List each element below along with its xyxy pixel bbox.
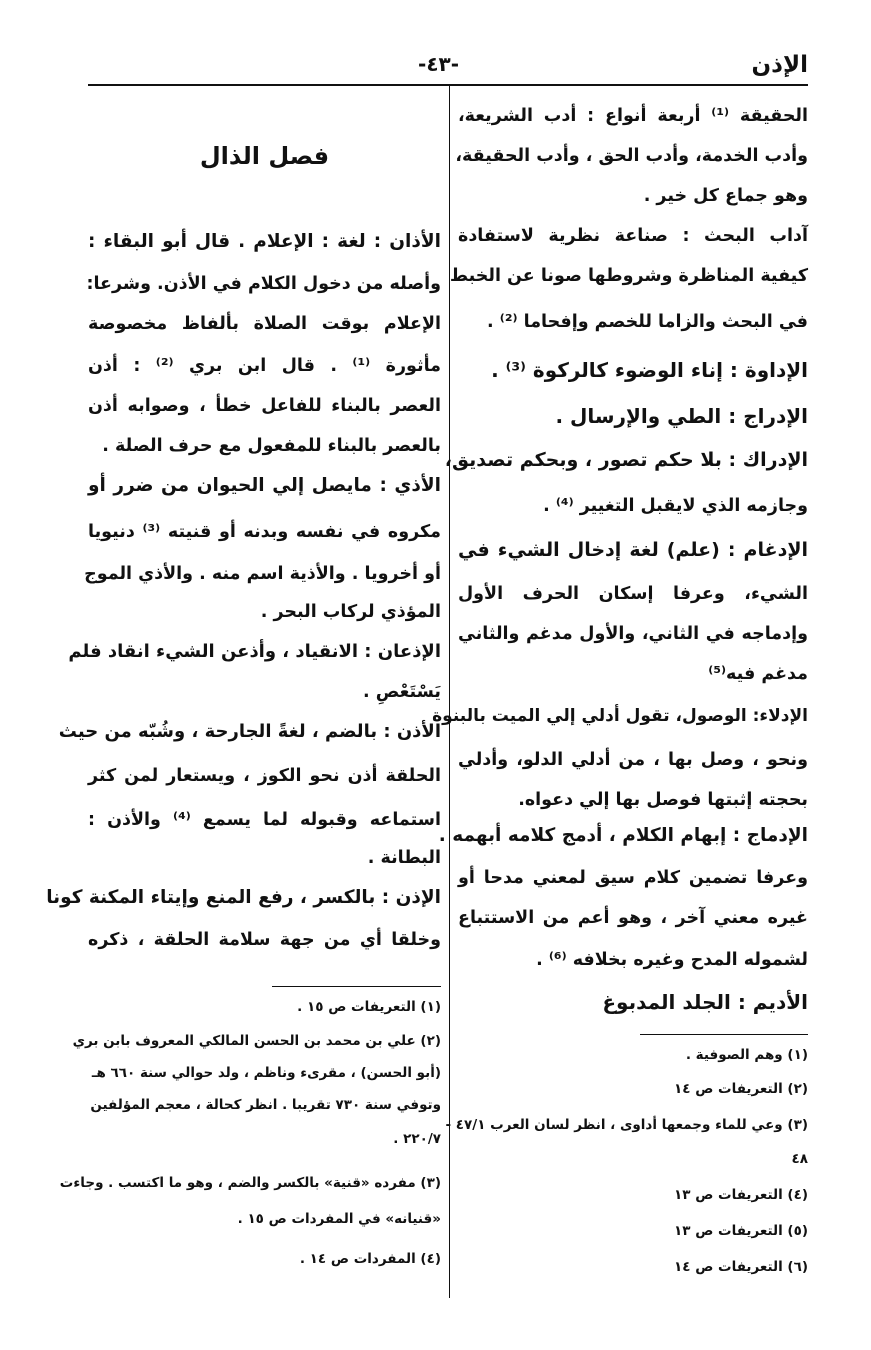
header-rule [88, 84, 808, 86]
entry-line: الأذان : لغة : الإعلام . قال أبو البقاء : [88, 231, 441, 252]
text-line: وجازمه الذي لايقبل التغيير ⁽⁴⁾ . [543, 496, 808, 516]
text-line: بالعصر بالبناء للمفعول مع حرف الصلة . [102, 436, 441, 456]
entry-line: الإداوة : إناء الوضوء كالركوة ⁽³⁾ . [491, 358, 808, 382]
footnote: (٣) وعي للماء وجمعها أداوى ، انظر لسان العرب ٤٧/١ - [445, 1117, 808, 1133]
entry-line: الأذن : بالضم ، لغةً الجارحة ، وشُبّه من حيث [58, 721, 441, 742]
footnote: ٤٨ [791, 1151, 808, 1167]
text-line: يَسْتَعْصِ . [362, 682, 441, 702]
footnote: (أبو الحسن) ، مقرىء وناظم ، ولد حوالي سنة ٦٦٠ هـ [91, 1065, 441, 1081]
footnote: وتوفي سنة ٧٣٠ تقريبا . انظر كحالة ، معجم المؤلفين [90, 1097, 441, 1113]
text-line: أو أخرويا . والأذية اسم منه . والأذي الموج [84, 564, 441, 584]
text-line: كيفية المناظرة وشروطها صونا عن الخبط [449, 266, 808, 286]
footnote: (٤) المفردات ص ١٤ . [299, 1251, 441, 1267]
text-line: وهو جماع كل خير . [643, 186, 808, 206]
entry-line: الأديم : الجلد المدبوغ [602, 990, 808, 1014]
entry-line: آداب البحث : صناعة نظرية لاستفادة [458, 226, 808, 246]
entry-line: الإدماج : إبهام الكلام ، أدمج كلامه أبهمه . [438, 825, 808, 846]
text-line: بحجته إثبتها فوصل بها إلي دعواه. [518, 790, 808, 810]
text-line: وإدماجه في الثاني، والأول مدغم والثاني [458, 624, 808, 644]
text-line: مأثورة ⁽¹⁾ . قال ابن بري ⁽²⁾ : أذن [88, 356, 441, 376]
footnote: «قنيانه» في المفردات ص ١٥ . [237, 1211, 441, 1227]
text-line: وأصله من دخول الكلام في الأذن. وشرعا: [86, 274, 441, 294]
entry-line: الإدلاء: الوصول، تقول أدلي إلي الميت بالبنوة [432, 706, 808, 726]
text-line: الحقيقة ⁽¹⁾ أربعة أنواع : أدب الشريعة، [458, 106, 808, 126]
running-head-term: الإذن [751, 52, 808, 78]
text-line: غيره معني آخر ، وهو أعم من الاستتباع [458, 908, 808, 928]
page-number: -٤٣- [418, 52, 460, 76]
footnote: (١) وهم الصوفية . [685, 1047, 808, 1063]
footnote: ٢٢٠/٧ . [393, 1131, 441, 1147]
text-line: مدغم فيه⁽⁵⁾ [708, 664, 808, 684]
footnote: (٢) التعريفات ص ١٤ [674, 1081, 808, 1097]
text-line: العصر بالبناء للفاعل خطأ ، وصوابه أذن [88, 396, 441, 416]
entry-line: الإذن : بالكسر ، رفع المنع وإيتاء المكنة كونا [46, 887, 441, 908]
footnote: (٤) التعريفات ص ١٣ [674, 1187, 808, 1203]
text-line: ونحو ، وصل بها ، من أدلي الدلو، وأدلي [458, 750, 808, 770]
text-line: لشموله المدح وغيره بخلافه ⁽⁶⁾ . [536, 950, 808, 970]
text-line: الحلقة أذن نحو الكوز ، ويستعار لمن كثر [88, 766, 441, 786]
running-header [88, 52, 808, 86]
footnote: (٦) التعريفات ص ١٤ [674, 1259, 808, 1275]
footnote-rule [640, 1034, 808, 1035]
text-line: المؤذي لركاب البحر . [260, 602, 441, 622]
text-line: الإعلام بوقت الصلاة بألفاظ مخصوصة [88, 314, 441, 334]
text-line: وأدب الخدمة، وأدب الحق ، وأدب الحقيقة، [455, 146, 808, 166]
text-line: مكروه في نفسه وبدنه أو قنيته ⁽³⁾ دنيويا [88, 522, 441, 542]
text-line: في البحث والزاما للخصم وإفحاما ⁽²⁾ . [487, 312, 808, 332]
footnote-rule [272, 986, 441, 987]
entry-line: الأذي : مايصل إلي الحيوان من ضرر أو [88, 475, 441, 496]
entry-line: الإدراج : الطي والإرسال . [555, 404, 808, 428]
footnote: (٣) مفرده «قنية» بالكسر والضم ، وهو ما اكتسب . وجاءت [59, 1175, 441, 1191]
entry-line: الإدراك : بلا حكم تصور ، وبحكم تصديق، [444, 449, 808, 471]
footnote: (٢) علي بن محمد بن الحسن المالكي المعروف بابن بري [72, 1033, 441, 1049]
text-line: وعرفا تضمين كلام سيق لمعني مدحا أو [458, 868, 808, 888]
text-line: استماعه وقبوله لما يسمع ⁽⁴⁾ والأذن : [88, 810, 441, 830]
entry-line: الإدغام : (علم) لغة إدخال الشيء في [458, 539, 808, 561]
section-title: فصل الذال [199, 142, 330, 170]
text-line: الشيء، وعرفا إسكان الحرف الأول [458, 584, 808, 604]
text-line: وخلقا أي من جهة سلامة الحلقة ، ذكره [88, 930, 441, 950]
footnote: (٥) التعريفات ص ١٣ [674, 1223, 808, 1239]
footnote: (١) التعريفات ص ١٥ . [297, 999, 441, 1015]
entry-line: الإذعان : الانقياد ، وأذعن الشيء انقاد فلم [68, 641, 441, 662]
text-line: البطانة . [367, 848, 441, 868]
